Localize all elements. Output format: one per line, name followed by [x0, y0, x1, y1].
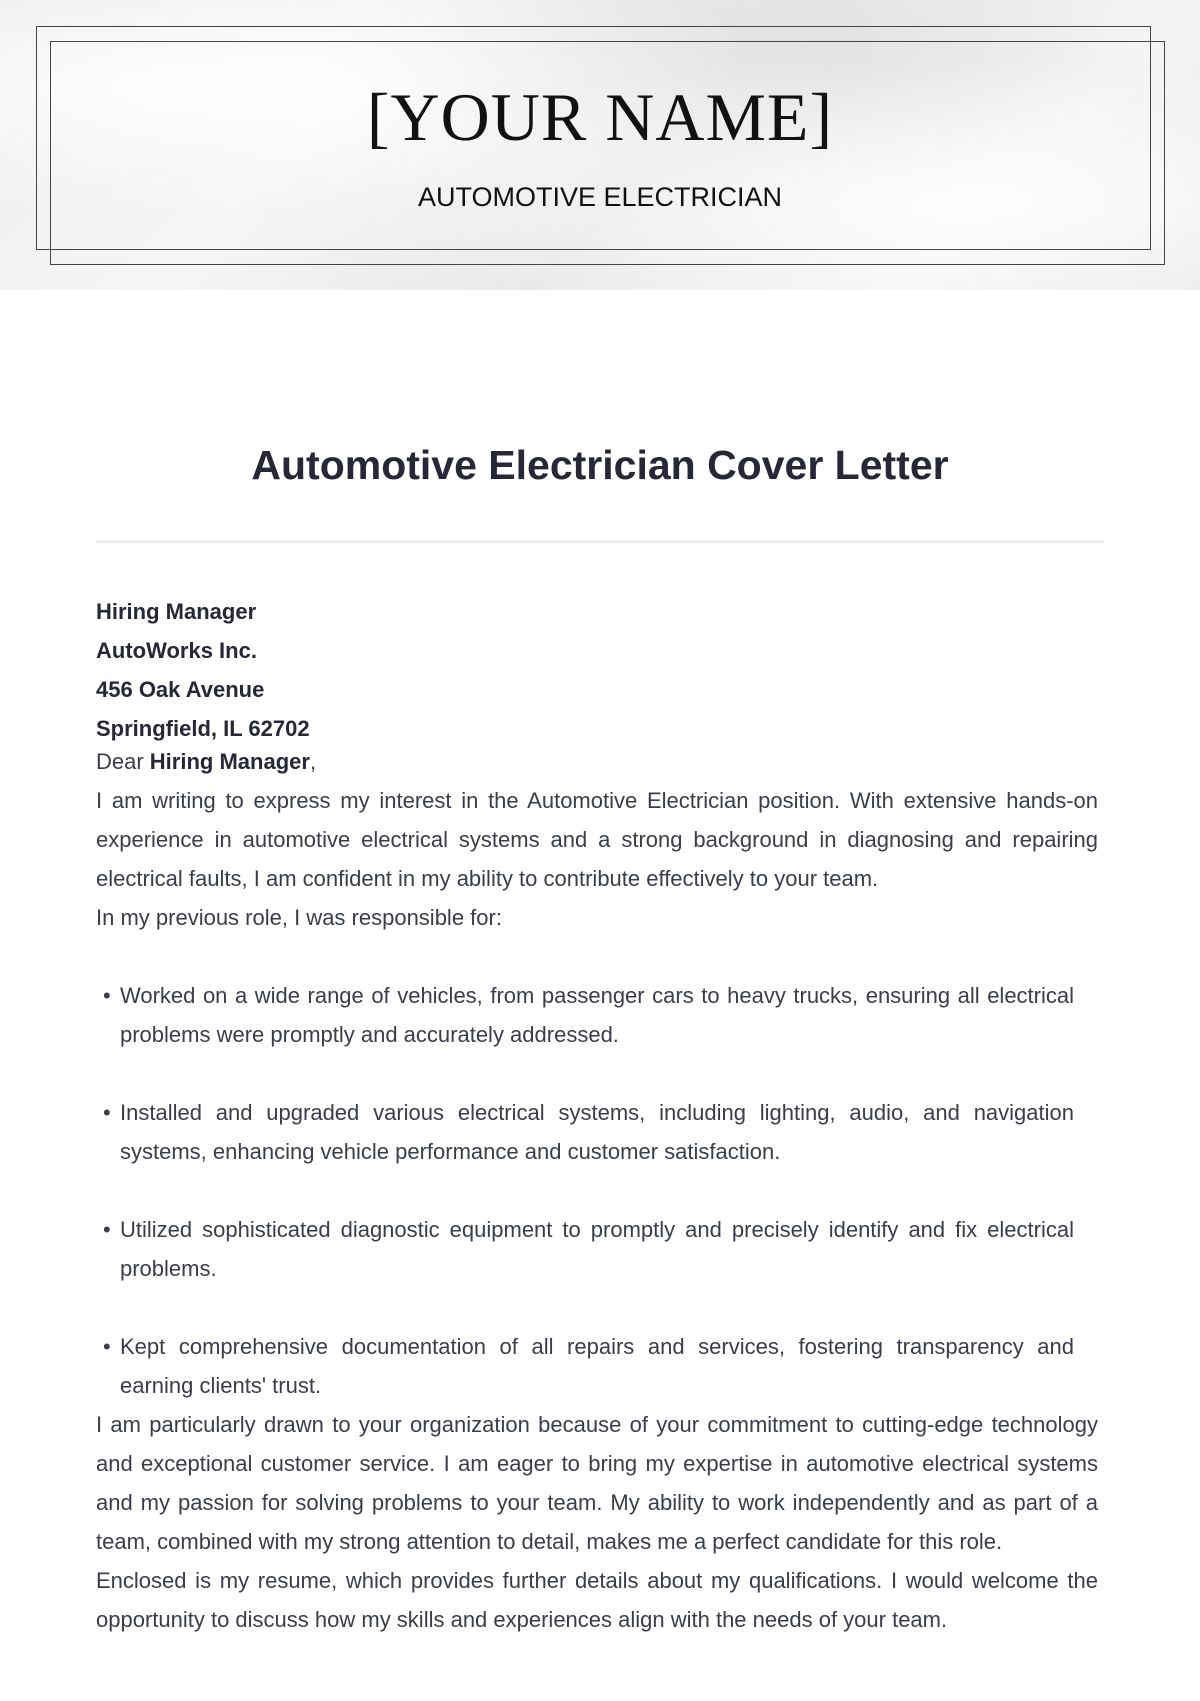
closing-paragraph: Enclosed is my resume, which provides further details about my qualifications. I would welcome the opportunity to discuss how my skills and experiences align with the needs of your team. [96, 1568, 1098, 1632]
intro-paragraph: I am writing to express my interest in the Automotive Electrician position. With extensive hands-on experience in automotive electrical systems and a strong background in diagnosing and repairing electrical faults, I am confident in my ability to contribute effectively to your team. [96, 788, 1098, 891]
motivation-paragraph: I am particularly drawn to your organization because of your commitment to cutting-edge technology and exceptional customer service. I am eager to bring my expertise in automotive electrical systems and my passion for solving problems to your team. My ability to work independently and as part of a team, combined with my strong attention to detail, makes me a perfect candidate for this role. [96, 1412, 1098, 1554]
responsibilities-intro: In my previous role, I was responsible for: [96, 905, 502, 930]
salutation-suffix: , [309, 749, 317, 774]
salutation [96, 742, 1098, 781]
list-item: • Worked on a wide range of vehicles, from passenger cars to heavy trucks, ensuring all electrical problems were promptly and accurately addressed. [120, 976, 1098, 1054]
recipient-name: Hiring Manager [96, 599, 257, 624]
salutation-prefix: Dear [96, 749, 150, 774]
applicant-name: [YOUR NAME] [366, 79, 834, 155]
list-item: • Installed and upgraded various electrical systems, including lighting, audio, and navigation systems, enhancing vehicle performance and customer satisfaction. [120, 1093, 1098, 1171]
recipient-street: 456 Oak Avenue [96, 677, 265, 702]
recipient-city-state-zip: Springfield, IL 62702 [96, 716, 310, 741]
list-item: • Kept comprehensive documentation of all repairs and services, fostering transparency and earning clients' trust. [120, 1327, 1098, 1405]
list-item: • Utilized sophisticated diagnostic equipment to promptly and precisely identify and fix electrical problems. [120, 1210, 1098, 1288]
document-title: Automotive Electrician Cover Letter [251, 442, 949, 488]
recipient-company: AutoWorks Inc. [96, 638, 257, 663]
header-banner [0, 0, 1200, 290]
title-divider [96, 540, 1104, 543]
letter-body [96, 598, 1098, 1639]
salutation-name: Hiring Manager [149, 749, 310, 774]
responsibilities-list [96, 976, 1098, 1405]
applicant-job-title: AUTOMOTIVE ELECTRICIAN [417, 182, 783, 212]
